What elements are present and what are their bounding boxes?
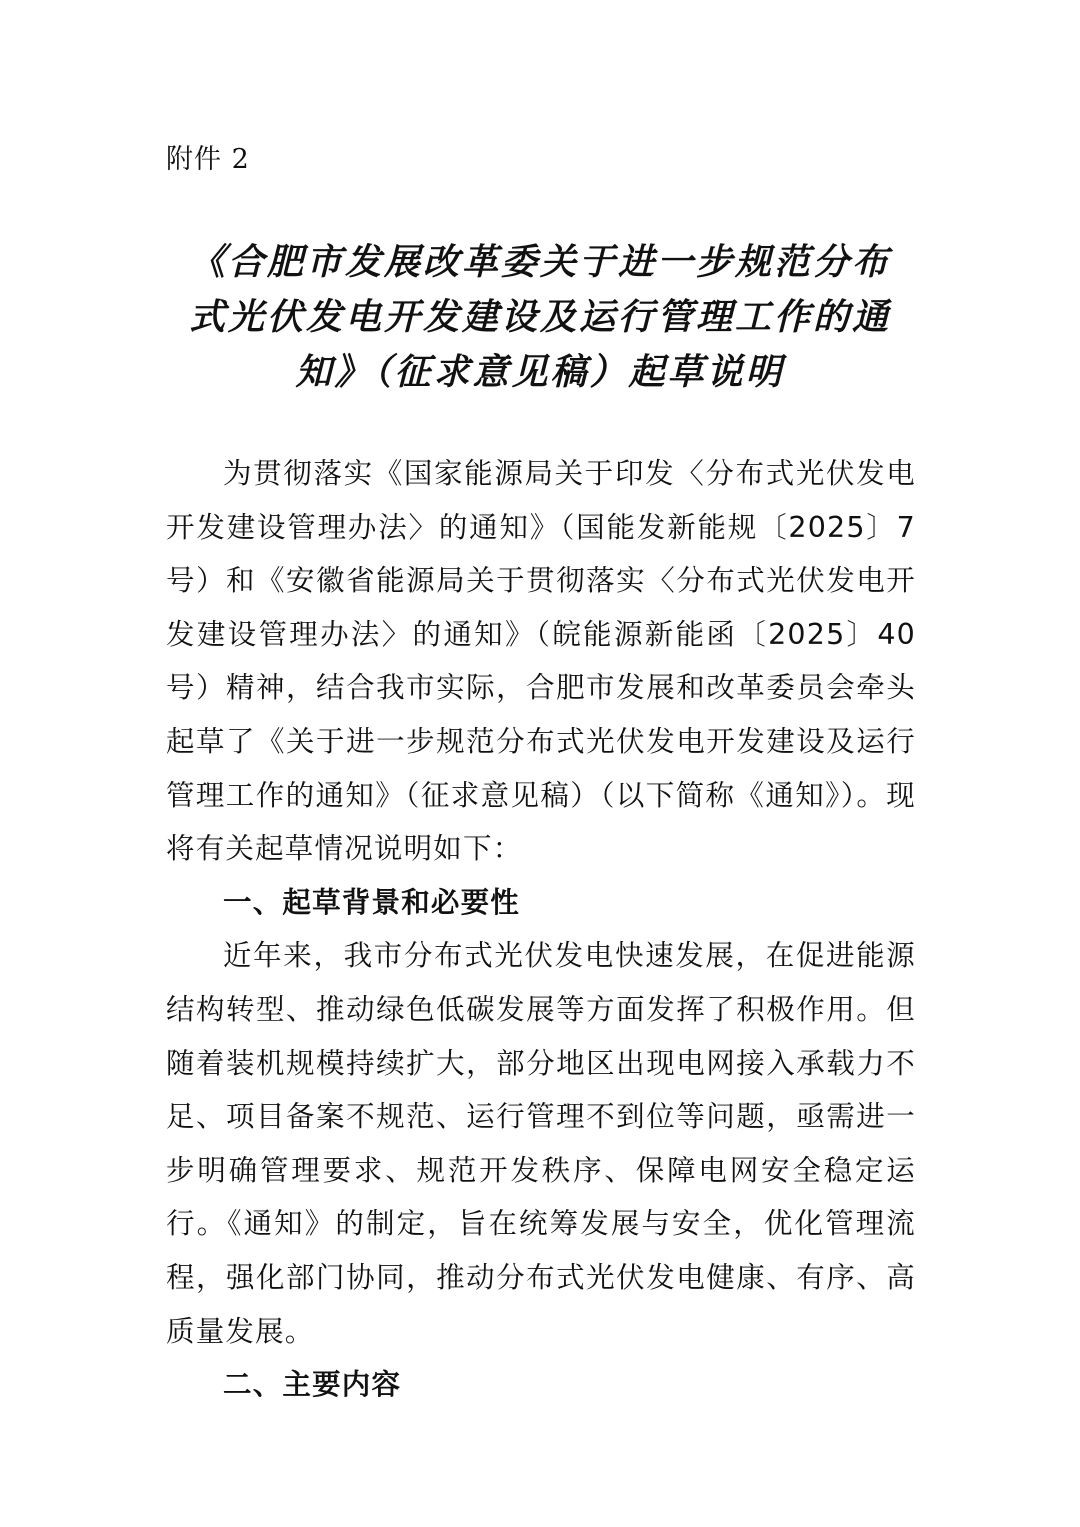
section-heading-main-content: 二、主要内容 (223, 1368, 402, 1402)
title-line-1: 《合肥市发展改革委关于进一步规范分布 (188, 241, 891, 283)
document-body (166, 447, 916, 1412)
background-paragraph: 近年来，我市分布式光伏发电快速发展，在促进能源结构转型、推动绿色低碳发展等方面发挥了积极作用。但随着装机规模持续扩大，部分地区出现电网接入承载力不足、项目备案不规范、运行管理不到位等问题，亟需进一步明确管理要求、规范开发秩序、保障电网安全稳定运行。《通知》的制定，旨在统筹发展与安全，优化管理流程，强化部门协同，推动分布式光伏发电健康、有序、高质量发展。 (166, 939, 916, 1348)
title-line-3: 知》（征求意见稿）起草说明 (295, 351, 785, 393)
attachment-label: 附件 2 (166, 144, 250, 175)
section-heading-background: 一、起草背景和必要性 (223, 885, 521, 919)
document-title (166, 235, 914, 400)
title-line-2: 式光伏发电开发建设及运行管理工作的通 (188, 296, 891, 338)
intro-paragraph: 为贯彻落实《国家能源局关于印发〈分布式光伏发电开发建设管理办法〉的通知》（国能发新能规〔2025〕7号）和《安徽省能源局关于贯彻落实〈分布式光伏发电开发建设管理办法〉的通知》（皖能源新能函〔2025〕40号）精神，结合我市实际，合肥市发展和改革委员会牵头起草了《关于进一步规范分布式光伏发电开发建设及运行管理工作的通知》（征求意见稿）（以下简称《通知》）。现将有关起草情况说明如下： (166, 457, 916, 866)
